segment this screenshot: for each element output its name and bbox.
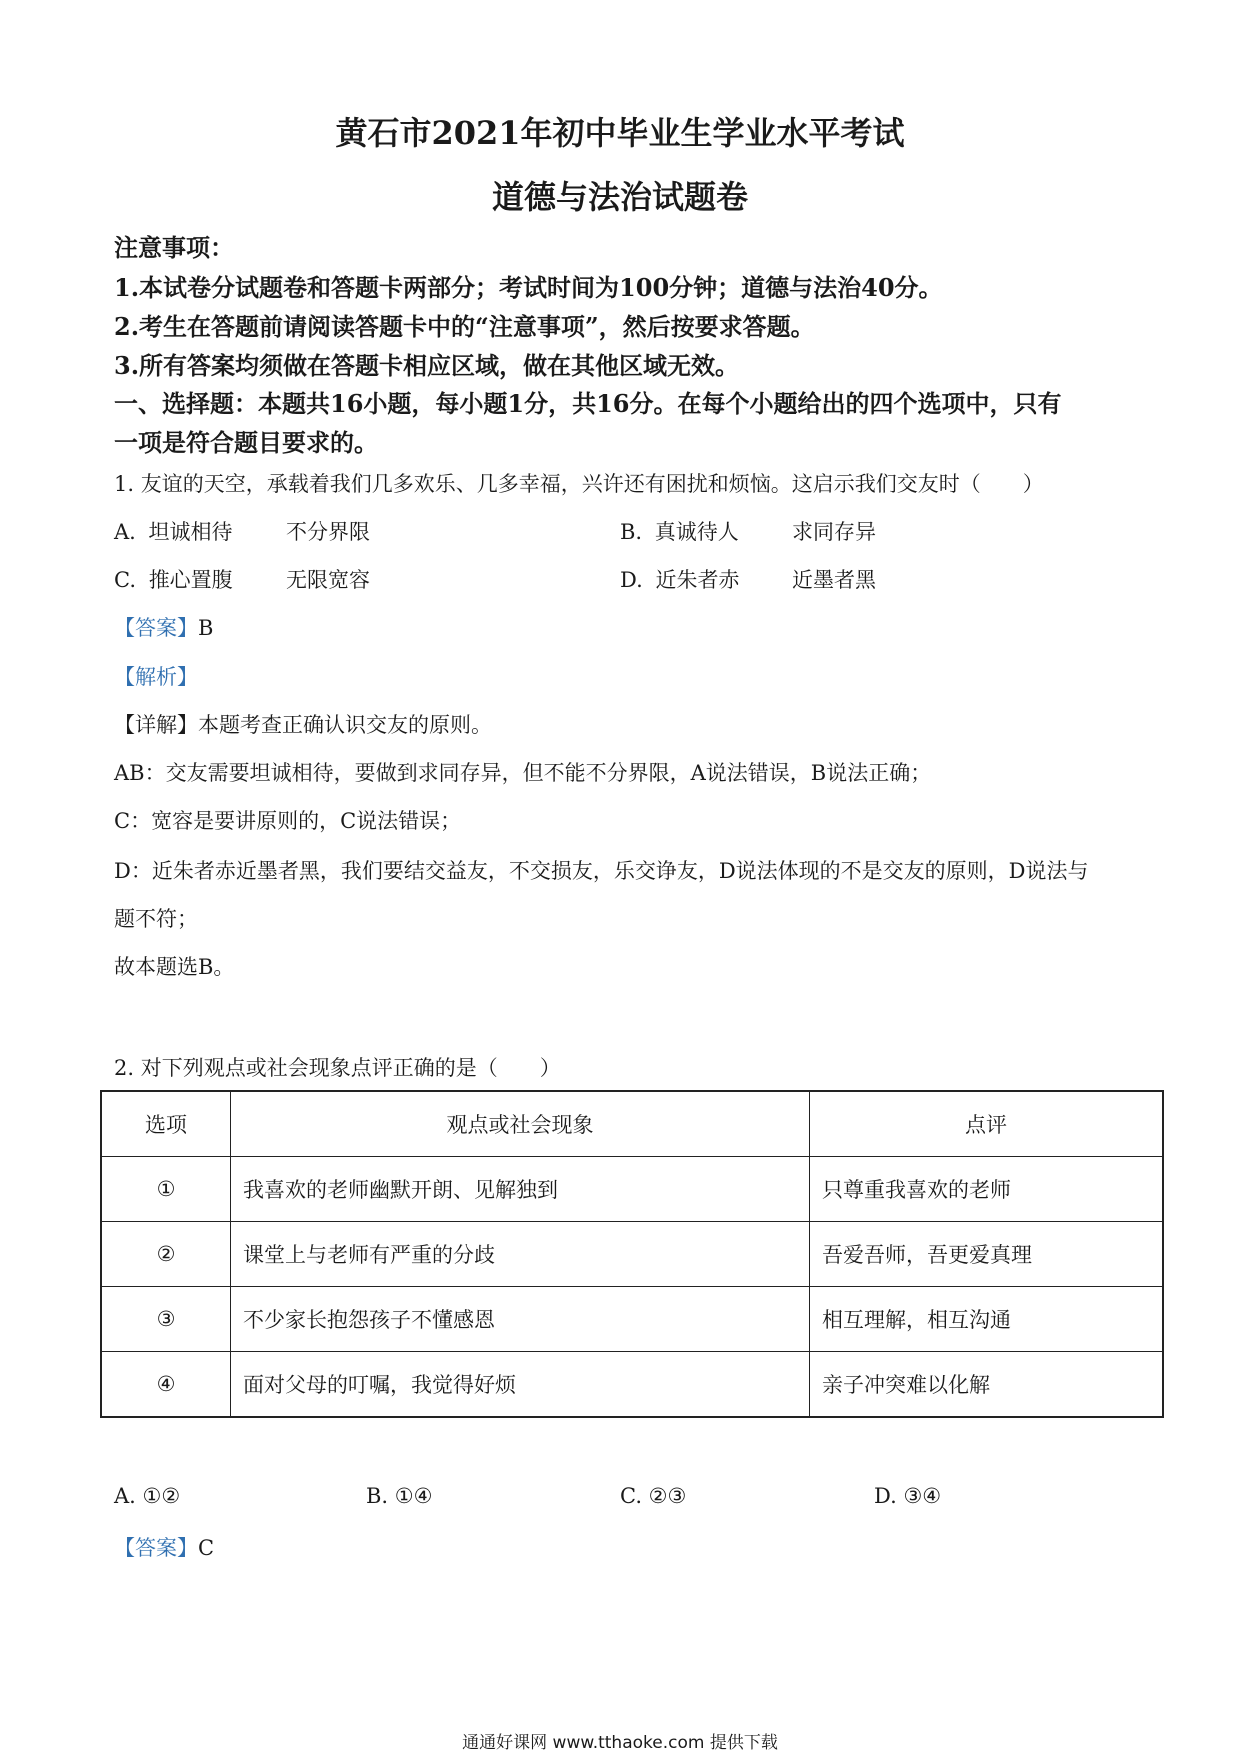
q2-table bbox=[100, 1090, 1164, 1418]
exam-title: 黄石市2021年初中毕业生学业水平考试 bbox=[335, 114, 905, 152]
q2-option-c: C. ②③ bbox=[620, 1484, 687, 1508]
q1-detail-2: AB：交友需要坦诚相待，要做到求同存异，但不能不分界限，A说法错误，B说法正确； bbox=[114, 761, 932, 785]
table-row bbox=[101, 1222, 1163, 1287]
table-cell-num: ② bbox=[101, 1222, 231, 1287]
q2-stem: 2. 对下列观点或社会现象点评正确的是（ ） bbox=[114, 1056, 561, 1080]
page-footer: 通通好课网 www.tthaoke.com 提供下载 bbox=[462, 1733, 778, 1753]
table-cell-view: 不少家长抱怨孩子不懂感恩 bbox=[231, 1287, 810, 1352]
table-cell-comment: 吾爱吾师，吾更爱真理 bbox=[810, 1222, 1164, 1287]
table-header-cell: 观点或社会现象 bbox=[231, 1091, 810, 1157]
table-cell-view: 课堂上与老师有严重的分歧 bbox=[231, 1222, 810, 1287]
q1-detail-4: D：近朱者赤近墨者黑，我们要结交益友，不交损友，乐交诤友，D说法体现的不是交友的原则，D说法与 bbox=[114, 859, 1089, 883]
table-cell-comment: 只尊重我喜欢的老师 bbox=[810, 1157, 1164, 1222]
q1-answer-tag: 【答案】 bbox=[114, 616, 198, 640]
q1-detail-3: C：宽容是要讲原则的，C说法错误； bbox=[114, 809, 462, 833]
q1-option-d-text1: 近朱者赤 bbox=[655, 568, 740, 592]
notice-item-3: 3.所有答案均须做在答题卡相应区域，做在其他区域无效。 bbox=[114, 351, 740, 380]
table-header-cell: 选项 bbox=[101, 1091, 231, 1157]
q1-option-c-text1: 推心置腹 bbox=[148, 568, 233, 592]
q1-analysis-tag: 【解析】 bbox=[114, 665, 198, 689]
q1-answer-value: B bbox=[198, 616, 214, 640]
exam-subtitle: 道德与法治试题卷 bbox=[491, 178, 748, 216]
table-row bbox=[101, 1287, 1163, 1352]
q2-option-a: A. ①② bbox=[114, 1484, 181, 1508]
table-row bbox=[101, 1352, 1163, 1418]
q1-option-b bbox=[620, 516, 876, 546]
q2-answer-value: C bbox=[198, 1536, 215, 1560]
q1-option-d bbox=[620, 564, 876, 594]
table-cell-comment: 相互理解，相互沟通 bbox=[810, 1287, 1164, 1352]
q2-option-b: B. ①④ bbox=[366, 1484, 433, 1508]
q1-option-a-text1: 坦诚相待 bbox=[148, 520, 233, 544]
q1-option-d-text2: 近墨者黑 bbox=[792, 568, 876, 592]
q1-option-a-text2: 不分界限 bbox=[286, 520, 370, 544]
q1-option-a bbox=[114, 516, 370, 546]
q1-detail-6: 故本题选B。 bbox=[114, 955, 235, 979]
q1-detail-5: 题不符； bbox=[114, 907, 198, 931]
q1-option-a-label: A. bbox=[114, 520, 136, 544]
notice-item-1: 1.本试卷分试题卷和答题卡两部分；考试时间为100分钟；道德与法治40分。 bbox=[114, 273, 943, 302]
q1-option-b-text2: 求同存异 bbox=[792, 520, 876, 544]
table-cell-num: ④ bbox=[101, 1352, 231, 1418]
q1-option-c-label: C. bbox=[114, 568, 136, 592]
table-cell-view: 面对父母的叮嘱，我觉得好烦 bbox=[231, 1352, 810, 1418]
q2-option-d: D. ③④ bbox=[874, 1484, 942, 1508]
table-cell-num: ① bbox=[101, 1157, 231, 1222]
table-header-row bbox=[101, 1091, 1163, 1157]
q1-stem: 1. 友谊的天空，承载着我们几多欢乐、几多幸福，兴许还有困扰和烦恼。这启示我们交友时（ ） bbox=[114, 472, 1044, 496]
q1-detail-1: 【详解】本题考查正确认识交友的原则。 bbox=[114, 713, 492, 737]
section-heading-line1: 一、选择题：本题共16小题，每小题1分，共16分。在每个小题给出的四个选项中，只有 bbox=[114, 389, 1062, 418]
section-heading-line2: 一项是符合题目要求的。 bbox=[114, 428, 378, 457]
q1-option-c bbox=[114, 564, 370, 594]
notice-item-2: 2.考生在答题前请阅读答题卡中的“注意事项”，然后按要求答题。 bbox=[114, 312, 815, 341]
q1-option-c-text2: 无限宽容 bbox=[286, 568, 370, 592]
q1-option-b-label: B. bbox=[620, 520, 643, 544]
q1-option-d-label: D. bbox=[620, 568, 643, 592]
q1-answer bbox=[114, 612, 213, 642]
table-cell-comment: 亲子冲突难以化解 bbox=[810, 1352, 1164, 1418]
table-row bbox=[101, 1157, 1163, 1222]
table-cell-num: ③ bbox=[101, 1287, 231, 1352]
q1-option-b-text1: 真诚待人 bbox=[654, 520, 739, 544]
table-cell-view: 我喜欢的老师幽默开朗、见解独到 bbox=[231, 1157, 810, 1222]
table-header-cell: 点评 bbox=[810, 1091, 1164, 1157]
q2-answer-tag: 【答案】 bbox=[114, 1536, 198, 1560]
notice-heading: 注意事项： bbox=[114, 233, 234, 262]
q2-answer bbox=[114, 1532, 214, 1562]
